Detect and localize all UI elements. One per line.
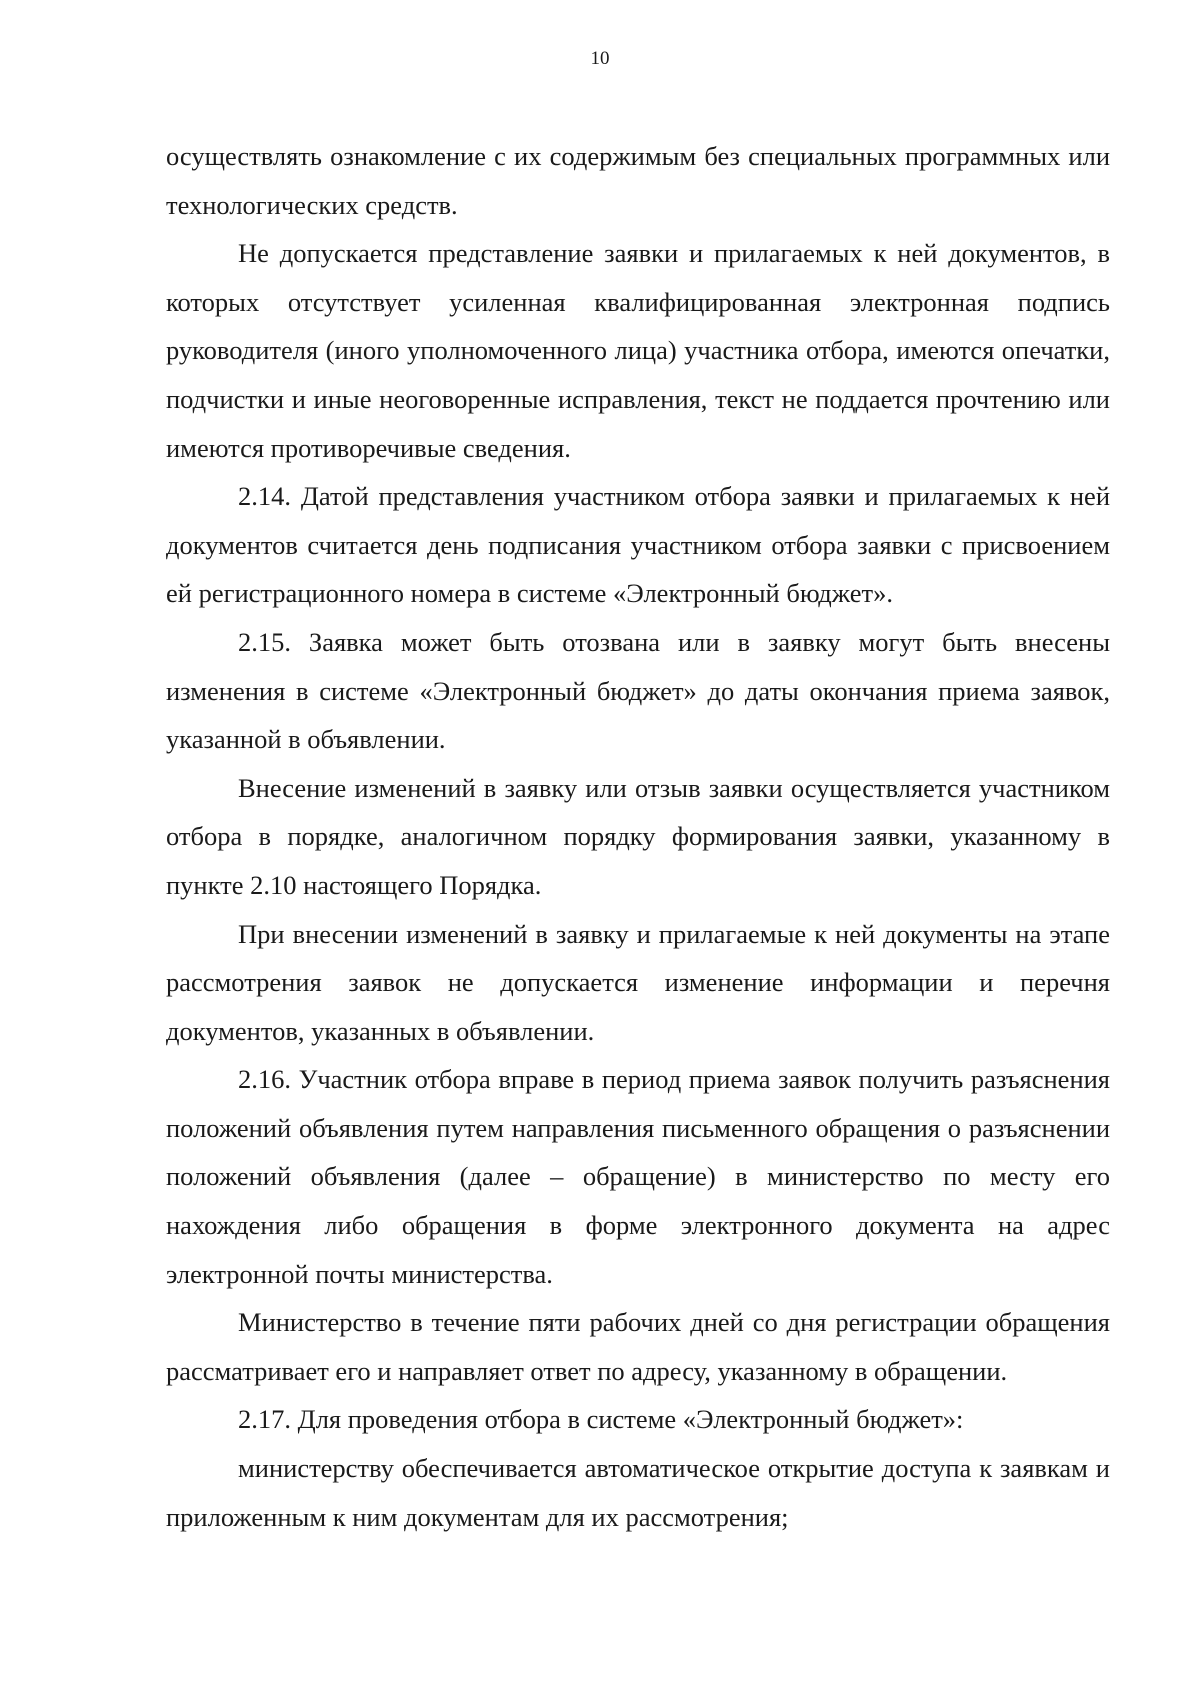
paragraph-clause-2-16: 2.16. Участник отбора вправе в период приема заявок получить разъяснения положений объявления путем направления письменного обращения о разъяснении положений объявления (далее – обращение) в министерство по месту его нахождения либо обращения в форме электронного документа на адрес электронной почты министерства. (166, 1064, 1110, 1289)
paragraph: Министерство в течение пяти рабочих дней со дня регистрации обращения рассматривает его и направляет ответ по адресу, указанному в обращении. (166, 1307, 1110, 1386)
paragraph-clause-2-15: 2.15. Заявка может быть отозвана или в заявку могут быть внесены изменения в системе «Электронный бюджет» до даты окончания приема заявок, указанной в объявлении. (166, 626, 1110, 755)
paragraph-clause-2-17: 2.17. Для проведения отбора в системе «Электронный бюджет»: (238, 1404, 964, 1435)
paragraph: Не допускается представление заявки и прилагаемых к ней документов, в которых отсутствует усиленная квалифицированная электронная подпись руководителя (иного уполномоченного лица) участника отбора, имеются опечатки, подчистки и иные неоговоренные исправления, текст не поддается прочтению или имеются противоречивые сведения. (166, 238, 1110, 463)
paragraph: При внесении изменений в заявку и прилагаемые к ней документы на этапе рассмотрения заявок не допускается изменение информации и перечня документов, указанных в объявлении. (166, 918, 1110, 1046)
paragraph: Внесение изменений в заявку или отзыв заявки осуществляется участником отбора в порядке, аналогичном порядку формирования заявки, указанному в пункте 2.10 настоящего Порядка. (166, 772, 1110, 900)
paragraph: министерству обеспечивается автоматическое открытие доступа к заявкам и приложенным к ним документам для их рассмотрения; (166, 1453, 1110, 1532)
page-number: 10 (590, 48, 610, 69)
document-body (166, 132, 1110, 1541)
paragraph: осуществлять ознакомление с их содержимым без специальных программных или технологических средств. (166, 141, 1110, 220)
paragraph-clause-2-14: 2.14. Датой представления участником отбора заявки и прилагаемых к ней документов считается день подписания участником отбора заявки с присвоением ей регистрационного номера в системе «Электронный бюджет». (166, 481, 1110, 609)
